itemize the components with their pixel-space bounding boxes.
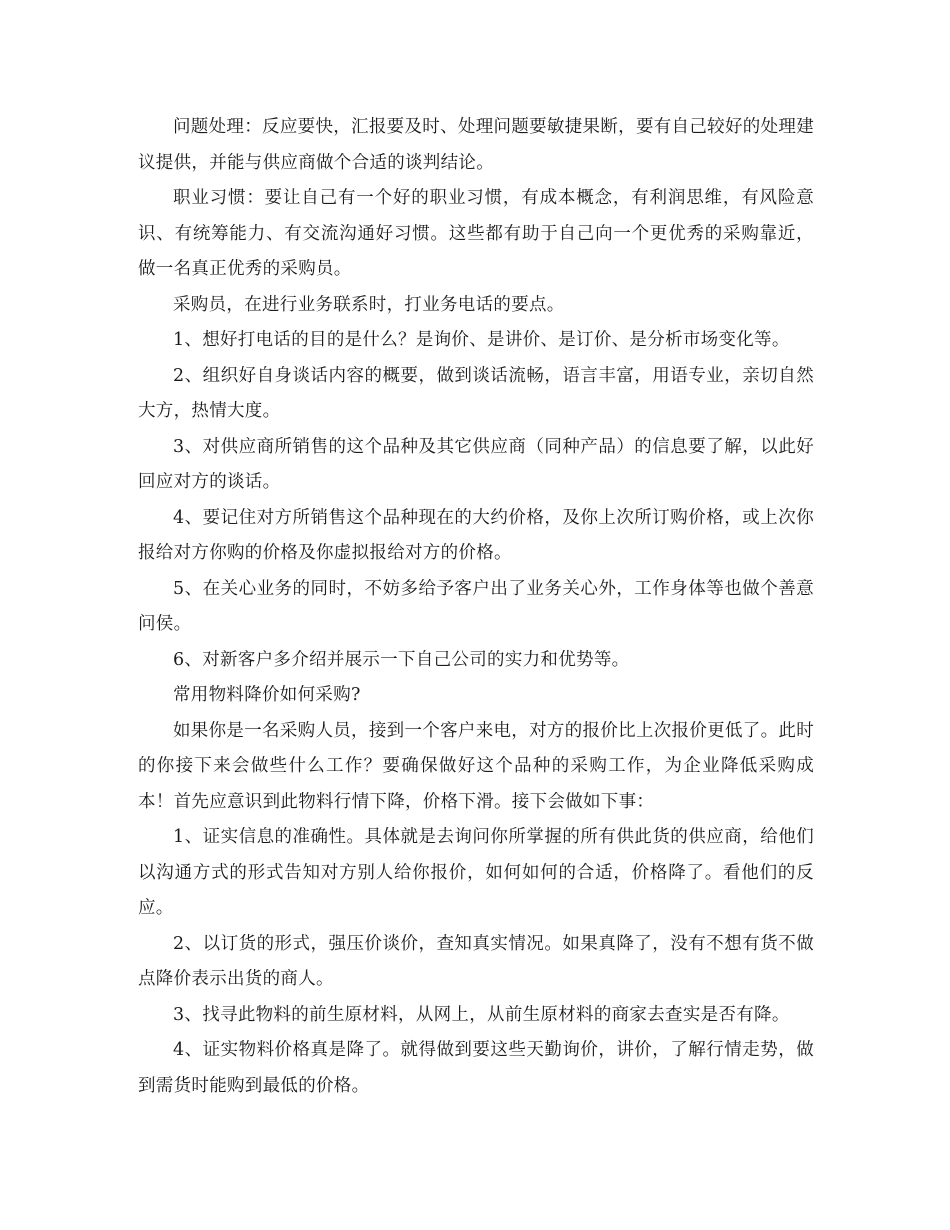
paragraph-phone-point-6: 6、对新客户多介绍并展示一下自己公司的实力和优势等。 bbox=[173, 649, 630, 670]
paragraph-phone-point-2: 2、组织好自身谈话内容的概要，做到谈话流畅，语言丰富，用语专业，亲切自然大方，热情大度。 bbox=[138, 365, 814, 421]
paragraph-price-drop-scenario: 如果你是一名采购人员，接到一个客户来电，对方的报价比上次报价更低了。此时的你接下来会做些什么工作？要确保做好这个品种的采购工作，为企业降低采购成本！首先应意识到此物料行情下降，价格下滑。接下会做如下事： bbox=[138, 720, 814, 812]
paragraph-phone-point-3: 3、对供应商所销售的这个品种及其它供应商（同种产品）的信息要了解，以此好回应对方的谈话。 bbox=[138, 436, 814, 492]
paragraph-price-step-3: 3、找寻此物料的前生原材料，从网上，从前生原材料的商家去查实是否有降。 bbox=[173, 1004, 790, 1025]
paragraph-phone-point-4: 4、要记住对方所销售这个品种现在的大约价格，及你上次所订购价格，或上次你报给对方你购的价格及你虚拟报给对方的价格。 bbox=[138, 507, 814, 563]
paragraph-phone-call-intro: 采购员，在进行业务联系时，打业务电话的要点。 bbox=[173, 294, 565, 315]
paragraph-price-step-1: 1、证实信息的准确性。具体就是去询问你所掌握的所有供此货的供应商，给他们以沟通方式的形式告知对方别人给你报价，如何如何的合适，价格降了。看他们的反应。 bbox=[138, 827, 814, 918]
paragraph-price-step-4: 4、证实物料价格真是降了。就得做到要这些天勤询价，讲价，了解行情走势，做到需货时能购到最低的价格。 bbox=[138, 1040, 814, 1096]
paragraph-phone-point-1: 1、想好打电话的目的是什么？是询价、是讲价、是订价、是分析市场变化等。 bbox=[173, 330, 790, 350]
paragraph-price-drop-heading: 常用物料降价如何采购? bbox=[173, 685, 361, 705]
paragraph-phone-point-5: 5、在关心业务的同时，不妨多给予客户出了业务关心外，工作身体等也做个善意问侯。 bbox=[138, 578, 814, 634]
paragraph-problem-handling: 问题处理：反应要快，汇报要及时、处理问题要敏捷果断，要有自己较好的处理建议提供，并能与供应商做个合适的谈判结论。 bbox=[138, 117, 814, 173]
document-body bbox=[138, 110, 814, 1104]
paragraph-professional-habits: 职业习惯：要让自己有一个好的职业习惯，有成本概念，有利润思维，有风险意识、有统筹能力、有交流沟通好习惯。这些都有助于自己向一个更优秀的采购靠近，做一名真正优秀的采购员。 bbox=[138, 188, 814, 279]
paragraph-price-step-2: 2、以订货的形式，强压价谈价，查知真实情况。如果真降了，没有不想有货不做点降价表示出货的商人。 bbox=[138, 933, 814, 989]
